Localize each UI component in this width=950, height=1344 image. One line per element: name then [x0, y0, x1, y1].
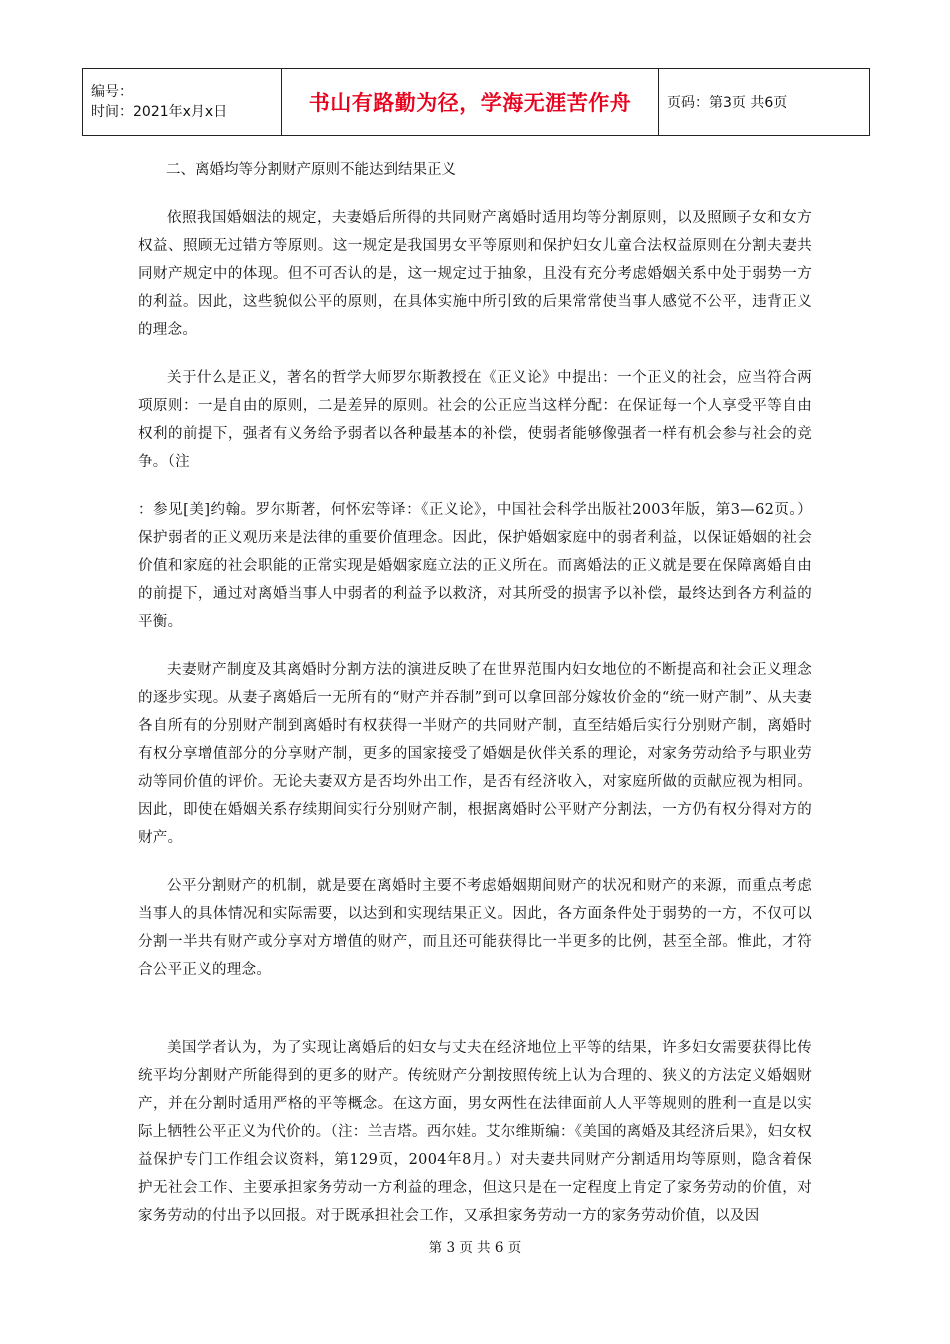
page-code: 页码：第3页 共6页	[667, 95, 788, 111]
document-body	[138, 156, 812, 1250]
code-label: 编号：	[91, 84, 133, 100]
paragraph-5: 公平分割财产的机制，就是要在离婚时主要不考虑婚姻期间财产的状况和财产的来源，而重点考虑当事人的具体情况和实际需要，以达到和实现结果正义。因此，各方面条件处于弱势的一方，不仅可以分割一半共有财产或分享对方增值的财产，而且还可能获得比一半更多的比例，甚至全部。惟此，才符合公平正义的理念。	[138, 878, 812, 978]
paragraph-4: 夫妻财产制度及其离婚时分割方法的演进反映了在世界范围内妇女地位的不断提高和社会正义理念的逐步实现。从妻子离婚后一无所有的“财产并吞制”到可以拿回部分嫁妆价金的“统一财产制”、从夫妻各自所有的分别财产制到离婚时有权获得一半财产的共同财产制，直至结婚后实行分别财产制，离婚时有权分享增值部分的分享财产制，更多的国家接受了婚姻是伙伴关系的理论，对家务劳动给予与职业劳动等同价值的评价。无论夫妻双方是否均外出工作，是否有经济收入，对家庭所做的贡献应视为相同。因此，即使在婚姻关系存续期间实行分别财产制，根据离婚时公平财产分割法，一方仍有权分得对方的财产。	[138, 662, 812, 846]
page-footer: 第 3 页 共 6 页	[428, 1240, 522, 1256]
paragraph-1: 依照我国婚姻法的规定，夫妻婚后所得的共同财产离婚时适用均等分割原则，以及照顾子女和女方权益、照顾无过错方等原则。这一规定是我国男女平等原则和保护妇女儿童合法权益原则在分割夫妻共同财产规定中的体现。但不可否认的是，这一规定过于抽象，且没有充分考虑婚姻关系中处于弱势一方的利益。因此，这些貌似公平的原则，在具体实施中所引致的后果常常使当事人感觉不公平，违背正义的理念。	[138, 210, 812, 338]
header-meta-cell	[83, 69, 282, 136]
motto: 书山有路勤为径，学海无涯苦作舟	[308, 91, 632, 115]
paragraph-6: 美国学者认为，为了实现让离婚后的妇女与丈夫在经济地位上平等的结果，许多妇女需要获得比传统平均分割财产所能得到的更多的财产。传统财产分割按照传统上认为合理的、狭义的方法定义婚姻财产，并在分割时适用严格的平等概念。在这方面，男女两性在法律面前人人平等规则的胜利一直是以实际上牺牲公平正义为代价的。（注：兰吉塔。西尔娃。艾尔维斯编：《美国的离婚及其经济后果》，妇女权益保护专门工作组会议资料，第129页，2004年8月。）对夫妻共同财产分割适用均等原则，隐含着保护无社会工作、主要承担家务劳动一方利益的理念，但这只是在一定程度上肯定了家务劳动的价值，对家务劳动的付出予以回报。对于既承担社会工作，又承担家务劳动一方的家务劳动价值，以及因	[138, 1040, 812, 1224]
section-heading: 二、离婚均等分割财产原则不能达到结果正义	[166, 162, 456, 178]
header-page-cell	[659, 69, 870, 136]
document-header	[82, 68, 870, 136]
paragraph-2: 关于什么是正义，著名的哲学大师罗尔斯教授在《正义论》中提出：一个正义的社会，应当符合两项原则：一是自由的原则，二是差异的原则。社会的公正应当这样分配：在保证每一个人享受平等自由权利的前提下，强者有义务给予弱者以各种最基本的补偿，使弱者能够像强者一样有机会参与社会的竞争。（注	[138, 370, 812, 470]
header-motto-cell	[282, 69, 659, 136]
date-label: 时间：2021年x月x日	[91, 104, 228, 120]
paragraph-3: ：参见[美]约翰。罗尔斯著，何怀宏等译：《正义论》，中国社会科学出版社2003年版，第3—62页。）保护弱者的正义观历来是法律的重要价值理念。因此，保护婚姻家庭中的弱者利益，以保证婚姻的社会价值和家庭的社会职能的正常实现是婚姻家庭立法的正义所在。而离婚法的正义就是要在保障离婚自由的前提下，通过对离婚当事人中弱者的利益予以救济，对其所受的损害予以补偿，最终达到各方利益的平衡。	[138, 502, 812, 630]
